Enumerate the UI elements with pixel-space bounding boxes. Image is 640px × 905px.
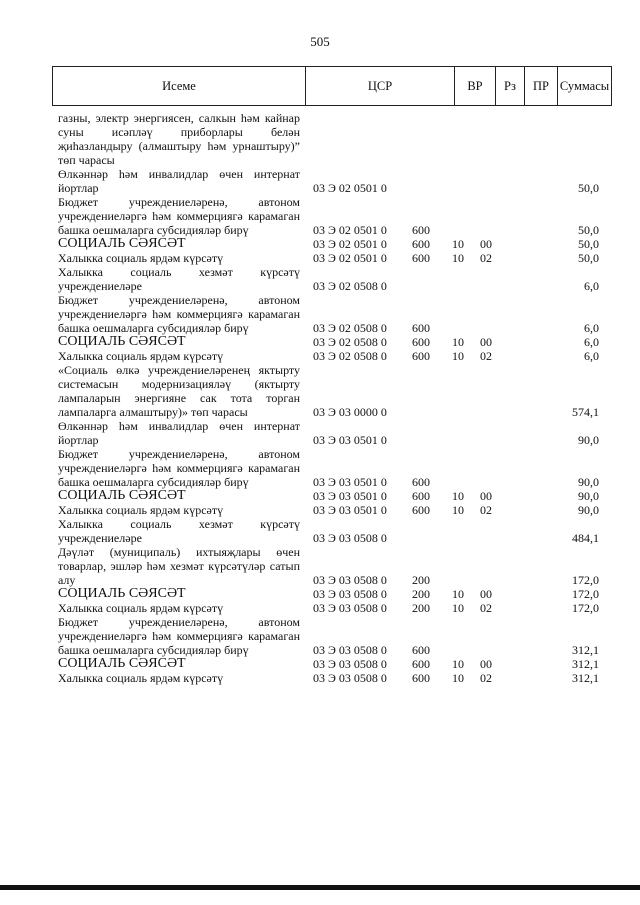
row-sum: 50,0 <box>578 181 599 195</box>
row-vr: 600 <box>412 237 430 251</box>
row-csr: 03 Э 03 0508 0 <box>313 671 387 685</box>
row-csr: 03 Э 02 0508 0 <box>313 349 387 363</box>
table-row <box>58 237 603 251</box>
row-name: Бюджет учреждениеләренә, автоном учреждениеләргә һәм коммерциягә карамаган башка оешмаларга субсидияләр бирү <box>58 293 300 335</box>
header-sum: Суммасы <box>559 79 610 93</box>
row-csr: 03 Э 02 0508 0 <box>313 321 387 335</box>
header-name: Исеме <box>53 67 306 105</box>
row-name: Халыкка социаль ярдәм күрсәтү <box>58 251 224 265</box>
row-sum: 574,1 <box>572 405 599 419</box>
row-csr: 03 Э 03 0508 0 <box>313 601 387 615</box>
row-sum: 172,0 <box>572 601 599 615</box>
row-name: СОЦИАЛЬ СӘЯСӘТ <box>58 586 186 601</box>
row-sum: 6,0 <box>584 279 599 293</box>
bottom-border <box>0 885 640 890</box>
row-name: Халыкка социаль ярдәм күрсәтү <box>58 601 224 615</box>
row-pr: 00 <box>480 237 492 251</box>
table-row <box>58 293 603 335</box>
row-sum: 90,0 <box>578 503 599 517</box>
row-vr: 200 <box>412 587 430 601</box>
row-csr: 03 Э 03 0508 0 <box>313 531 387 545</box>
row-vr: 600 <box>412 335 430 349</box>
table-row <box>58 489 603 503</box>
header-pr: ПР <box>525 67 558 105</box>
table-row <box>58 447 603 489</box>
row-csr: 03 Э 02 0501 0 <box>313 237 387 251</box>
row-csr: 03 Э 03 0508 0 <box>313 573 387 587</box>
row-vr: 600 <box>412 321 430 335</box>
row-pr: 00 <box>480 657 492 671</box>
table-row <box>58 419 603 447</box>
header-csr: ЦСР <box>306 67 455 105</box>
row-csr: 03 Э 02 0501 0 <box>313 251 387 265</box>
row-pr: 02 <box>480 251 492 265</box>
row-vr: 200 <box>412 573 430 587</box>
table-row <box>58 517 603 545</box>
row-vr: 600 <box>412 349 430 363</box>
row-pr: 02 <box>480 349 492 363</box>
table-row <box>58 671 603 685</box>
row-pr: 02 <box>480 671 492 685</box>
table-row <box>58 657 603 671</box>
row-name: Өлкәннәр һәм инвалидлар өчен интернат йортлар <box>58 167 300 195</box>
row-vr: 600 <box>412 475 430 489</box>
table-row <box>58 251 603 265</box>
row-sum: 90,0 <box>578 489 599 503</box>
row-rz: 10 <box>452 237 464 251</box>
row-name: Халыкка социаль хезмәт күрсәтү учреждениеләре <box>58 265 300 293</box>
row-pr: 00 <box>480 489 492 503</box>
row-rz: 10 <box>452 657 464 671</box>
row-sum: 172,0 <box>572 573 599 587</box>
row-sum: 6,0 <box>584 335 599 349</box>
row-name: СОЦИАЛЬ СӘЯСӘТ <box>58 334 186 349</box>
row-csr: 03 Э 02 0508 0 <box>313 335 387 349</box>
row-vr: 600 <box>412 503 430 517</box>
row-rz: 10 <box>452 335 464 349</box>
table-row <box>58 615 603 657</box>
row-sum: 312,1 <box>572 643 599 657</box>
row-pr: 02 <box>480 503 492 517</box>
table-header <box>52 66 612 106</box>
row-name: Дәүләт (муниципаль) ихтыяҗлары өчен товарлар, эшләр һәм хезмәт күрсәтүләр сатып алу <box>58 545 300 587</box>
row-rz: 10 <box>452 601 464 615</box>
table-row <box>58 587 603 601</box>
row-name: СОЦИАЛЬ СӘЯСӘТ <box>58 656 186 671</box>
table-row <box>58 349 603 363</box>
row-csr: 03 Э 03 0501 0 <box>313 489 387 503</box>
row-name: Бюджет учреждениеләренә, автоном учреждениеләргә һәм коммерциягә карамаган башка оешмаларга субсидияләр бирү <box>58 195 300 237</box>
table-row <box>58 167 603 195</box>
row-vr: 200 <box>412 601 430 615</box>
row-csr: 03 Э 03 0501 0 <box>313 433 387 447</box>
row-csr: 03 Э 03 0508 0 <box>313 643 387 657</box>
row-vr: 600 <box>412 671 430 685</box>
row-vr: 600 <box>412 223 430 237</box>
row-sum: 6,0 <box>584 349 599 363</box>
row-name: Бюджет учреждениеләренә, автоном учреждениеләргә һәм коммерциягә карамаган башка оешмаларга субсидияләр бирү <box>58 447 300 489</box>
row-name: Халыкка социаль хезмәт күрсәтү учреждениеләре <box>58 517 300 545</box>
row-vr: 600 <box>412 489 430 503</box>
row-csr: 03 Э 03 0000 0 <box>313 405 387 419</box>
table-row <box>58 265 603 293</box>
row-csr: 03 Э 02 0501 0 <box>313 181 387 195</box>
header-rz: Рз <box>496 67 525 105</box>
row-sum: 90,0 <box>578 433 599 447</box>
table-body <box>58 111 603 685</box>
row-name: Халыкка социаль ярдәм күрсәтү <box>58 671 224 685</box>
row-name: СОЦИАЛЬ СӘЯСӘТ <box>58 488 186 503</box>
row-sum: 90,0 <box>578 475 599 489</box>
row-name: СОЦИАЛЬ СӘЯСӘТ <box>58 236 186 251</box>
row-csr: 03 Э 03 0501 0 <box>313 475 387 489</box>
row-rz: 10 <box>452 503 464 517</box>
table-row <box>58 195 603 237</box>
row-csr: 03 Э 03 0508 0 <box>313 657 387 671</box>
row-sum: 172,0 <box>572 587 599 601</box>
row-vr: 600 <box>412 251 430 265</box>
row-sum: 312,1 <box>572 671 599 685</box>
row-csr: 03 Э 02 0508 0 <box>313 279 387 293</box>
row-csr: 03 Э 03 0501 0 <box>313 503 387 517</box>
row-name: Халыкка социаль ярдәм күрсәтү <box>58 503 224 517</box>
row-name: «Социаль өлкә учреждениеләренең яктырту системасын модернизацияләү (яктырту лампаларын энергияне сак тота торган лампаларга алмаштыру)» төп чарасы <box>58 363 300 419</box>
row-csr: 03 Э 02 0501 0 <box>313 223 387 237</box>
row-name: Бюджет учреждениеләренә, автоном учреждениеләргә һәм коммерциягә карамаган башка оешмаларга субсидияләр бирү <box>58 615 300 657</box>
row-sum: 50,0 <box>578 237 599 251</box>
row-name: газны, электр энергиясен, салкын һәм кайнар суны исәпләү приборлары белән җиһазландыру (алмаштыру һәм урнаштыру)” төп чарасы <box>58 111 300 167</box>
row-name: Халыкка социаль ярдәм күрсәтү <box>58 349 224 363</box>
header-vr: ВР <box>455 67 496 105</box>
row-name: Өлкәннәр һәм инвалидлар өчен интернат йортлар <box>58 419 300 447</box>
row-pr: 02 <box>480 601 492 615</box>
table-row <box>58 363 603 419</box>
row-sum: 50,0 <box>578 223 599 237</box>
row-sum: 50,0 <box>578 251 599 265</box>
table-row <box>58 335 603 349</box>
row-rz: 10 <box>452 587 464 601</box>
row-vr: 600 <box>412 643 430 657</box>
row-rz: 10 <box>452 671 464 685</box>
row-csr: 03 Э 03 0508 0 <box>313 587 387 601</box>
row-vr: 600 <box>412 657 430 671</box>
table-row <box>58 545 603 587</box>
row-sum: 484,1 <box>572 531 599 545</box>
row-sum: 312,1 <box>572 657 599 671</box>
row-rz: 10 <box>452 489 464 503</box>
table-row <box>58 601 603 615</box>
table-row <box>58 503 603 517</box>
row-rz: 10 <box>452 251 464 265</box>
row-pr: 00 <box>480 335 492 349</box>
row-sum: 6,0 <box>584 321 599 335</box>
page-number: 505 <box>310 34 330 49</box>
table-row <box>58 111 603 167</box>
row-rz: 10 <box>452 349 464 363</box>
row-pr: 00 <box>480 587 492 601</box>
